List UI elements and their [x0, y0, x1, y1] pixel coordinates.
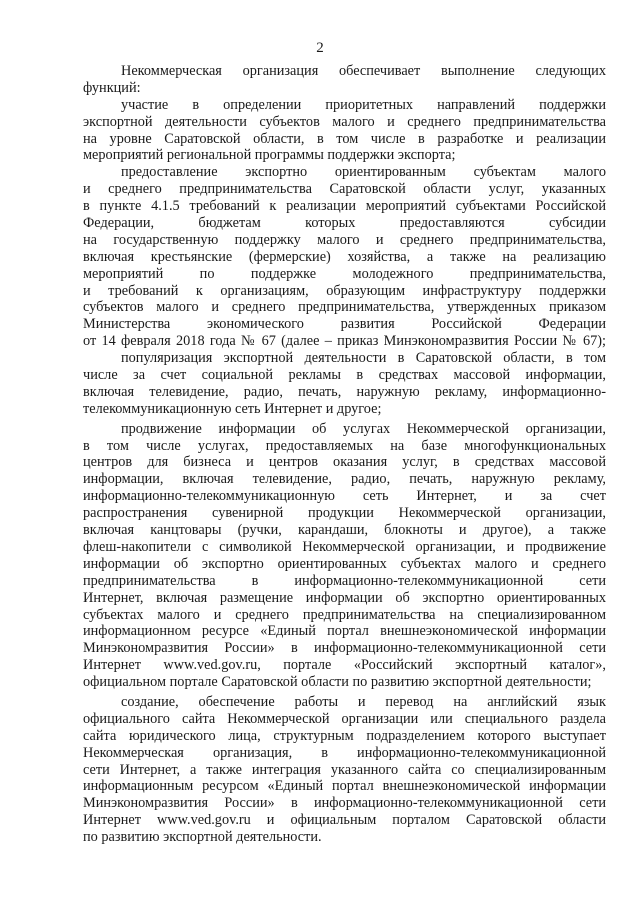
text-line: Интернет www.ved.gov.ru и официальным порталом Саратовской области — [83, 812, 606, 829]
text-line: распространения сувенирной продукции Некоммерческой организации, — [83, 505, 606, 522]
text-line: сети Интернет, а также интеграция указанного сайта со специализированным — [83, 761, 606, 778]
text-line: функций: — [83, 79, 141, 96]
text-line: создание, обеспечение работы и перевод на английский язык — [121, 693, 606, 710]
text-line: сайта юридического лица, структурным подразделением которого выступает — [83, 727, 606, 744]
text-line: по развитию экспортной деятельности. — [83, 829, 322, 846]
text-line: центров для бизнеса и центров оказания услуг, в средствах массовой — [83, 454, 606, 471]
text-line: Некоммерческая организация, в информационно-телекоммуникационной — [83, 744, 606, 761]
text-line: продвижение информации об услугах Некоммерческой организации, — [121, 420, 606, 437]
text-line: Интернет www.ved.gov.ru, портале «Российский экспортный каталог», — [83, 657, 606, 674]
text-line: участие в определении приоритетных направлений поддержки — [121, 96, 606, 113]
text-line: флеш-накопители с символикой Некоммерческой организации, и продвижение — [83, 538, 606, 555]
text-line: от 14 февраля 2018 года № 67 (далее – приказ Минэкономразвития России № 67); — [83, 333, 606, 350]
text-line: включая канцтовары (ручки, карандаши, блокноты и другое), а также — [83, 522, 606, 539]
text-line: и требований к организациям, образующим инфраструктуру поддержки — [83, 282, 606, 299]
text-line: в том числе услугах, предоставляемых на базе многофункциональных — [83, 437, 606, 454]
text-line: Минэкономразвития России» в информационно-телекоммуникационной сети — [83, 795, 606, 812]
text-line: телекоммуникационную сеть Интернет и другое; — [83, 400, 382, 417]
document-body — [83, 63, 606, 846]
text-line: на государственную поддержку малого и среднего предпринимательства, — [83, 231, 606, 248]
text-line: информационным ресурсом «Единый портал внешнеэкономической информации — [83, 778, 606, 795]
text-line: информации, включая телевидение, радио, печать, наружную рекламу, — [83, 471, 606, 488]
text-line: и среднего предпринимательства Саратовской области услуг, указанных — [83, 181, 606, 198]
text-line: экспортной деятельности субъектов малого и среднего предпринимательства — [83, 113, 606, 130]
text-line: Федерации, бюджетам которых предоставляются субсидии — [83, 215, 606, 232]
text-line: включая телевидение, радио, печать, наружную рекламу, информационно- — [83, 383, 606, 400]
text-line: мероприятий региональной программы поддержки экспорта; — [83, 147, 456, 164]
text-line: информации об экспортно ориентированных субъектах малого и среднего — [83, 555, 606, 572]
text-line: на уровне Саратовской области, в том числе в разработке и реализации — [83, 130, 606, 147]
text-line: субъектах малого и среднего предпринимательства на специализированном — [83, 606, 606, 623]
text-line: предоставление экспортно ориентированным субъектам малого — [121, 164, 606, 181]
text-line: предпринимательства в информационно-телекоммуникационной сети — [83, 572, 606, 589]
text-line: Интернет, включая размещение информации об экспортно ориентированных — [83, 589, 606, 606]
page-number: 2 — [316, 40, 324, 56]
text-line: информационном ресурсе «Единый портал внешнеэкономической информации — [83, 623, 606, 640]
text-line: включая крестьянские (фермерские) хозяйства, а также на реализацию — [83, 248, 606, 265]
text-line: числе за счет социальной рекламы в средствах массовой информации, — [83, 367, 606, 384]
text-line: официальном портале Саратовской области по развитию экспортной деятельности; — [83, 674, 592, 691]
text-line: информационно-телекоммуникационную сеть Интернет, и за счет — [83, 488, 606, 505]
text-line: в пункте 4.1.5 требований к реализации мероприятий субъектами Российской — [83, 198, 606, 215]
text-line: Министерства экономического развития Российской Федерации — [83, 316, 606, 333]
text-line: субъектов малого и среднего предпринимательства, утвержденных приказом — [83, 299, 606, 316]
text-line: официального сайта Некоммерческой организации или специального раздела — [83, 710, 606, 727]
text-line: популяризация экспортной деятельности в Саратовской области, в том — [121, 350, 606, 367]
text-line: Некоммерческая организация обеспечивает выполнение следующих — [121, 63, 606, 79]
text-line: Минэкономразвития России» в информационно-телекоммуникационной сети — [83, 640, 606, 657]
text-line: мероприятий по поддержке молодежного предпринимательства, — [83, 265, 606, 282]
